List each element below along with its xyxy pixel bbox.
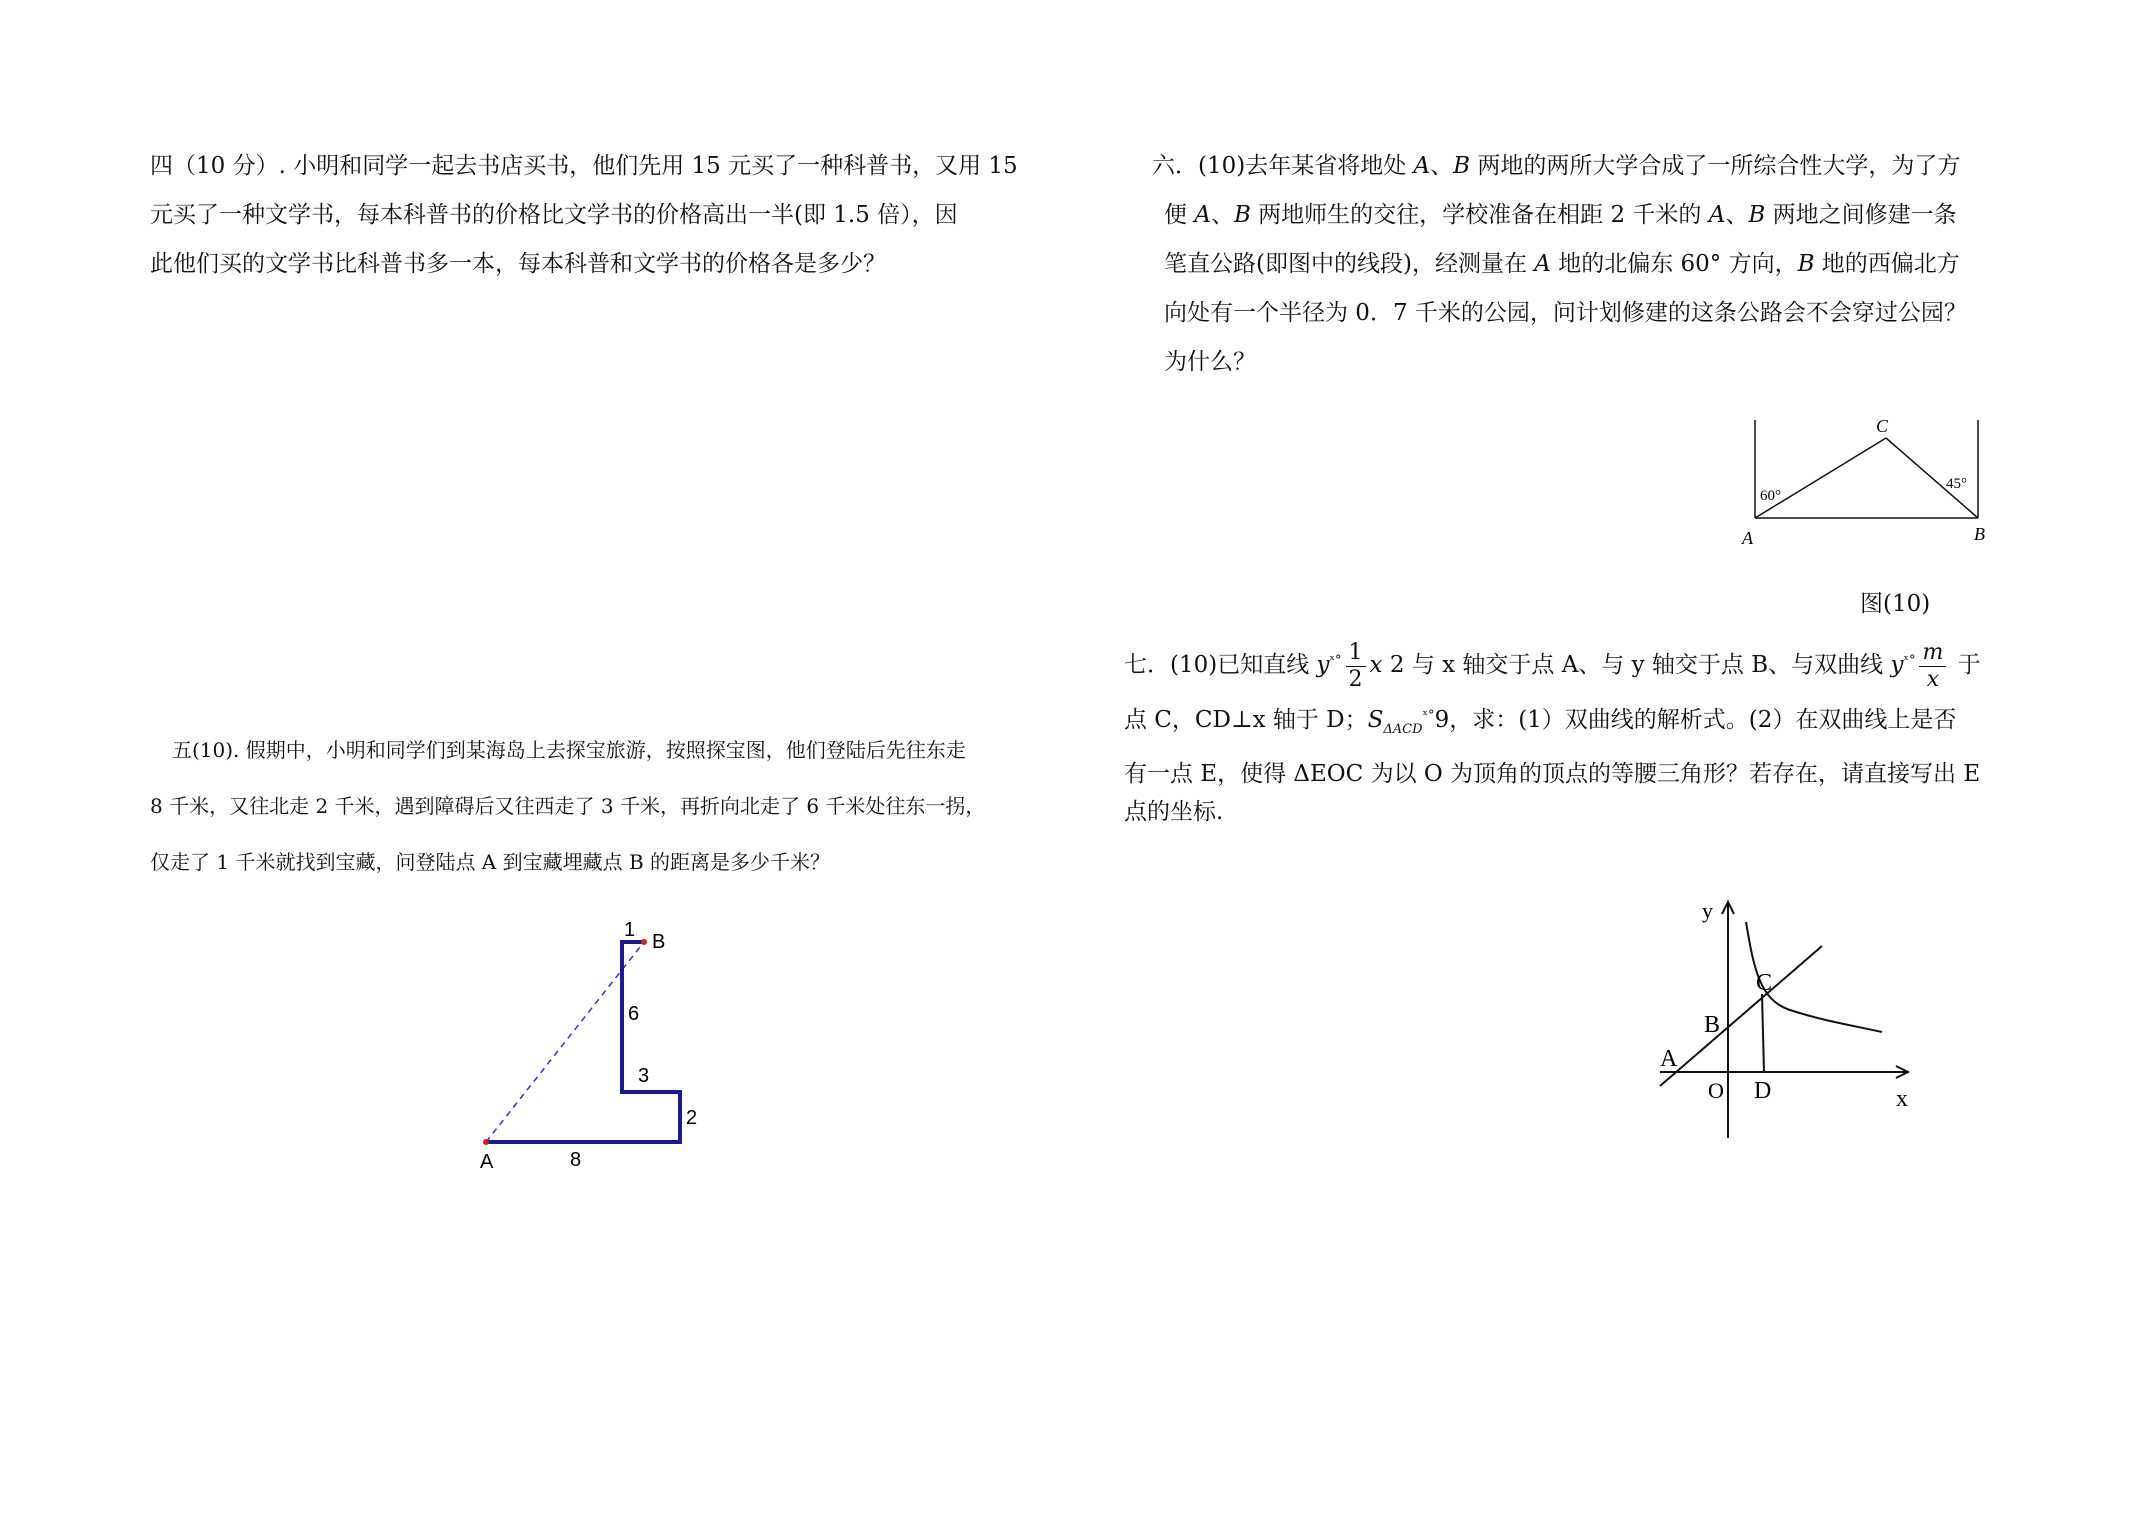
question-4-line: 元买了一种文学书，每本科普书的价格比文学书的价格高出一半(即 1.5 倍），因 xyxy=(150,202,958,228)
question-6-line: 笔直公路(即图中的线段)，经测量在 A 地的北偏东 60° 方向，B 地的西偏北方 xyxy=(1164,251,1960,277)
question-6 xyxy=(1152,142,1967,387)
angle-45: 45° xyxy=(1946,476,1967,492)
line-ab xyxy=(1660,946,1822,1086)
segment-ac xyxy=(1755,438,1886,518)
label-a: A xyxy=(1742,528,1753,548)
segment-label-8: 8 xyxy=(570,1149,582,1171)
label-b: B xyxy=(652,931,666,953)
question-6-line: 便 A、B 两地师生的交往，学校准备在相距 2 千米的 A、B 两地之间修建一条 xyxy=(1164,202,1957,228)
path-line xyxy=(486,942,680,1142)
question-6-line: 为什么？ xyxy=(1164,349,1256,375)
fraction-half: $\frac{1}{2}$ xyxy=(1346,642,1366,691)
question-4-line: 四（10 分）. 小明和同学一起去书店买书，他们先用 15 元买了一种科普书，又用 15 xyxy=(150,153,1018,179)
label-b: B xyxy=(1974,524,1985,544)
label-a: A xyxy=(480,1151,494,1173)
label-y: y xyxy=(1702,898,1713,923)
question-7 xyxy=(1124,636,1981,830)
question-7-line: 点的坐标. xyxy=(1124,798,1224,825)
question-4 xyxy=(150,142,1018,289)
figure-caption: 图(10) xyxy=(1860,591,1931,617)
label-c: C xyxy=(1756,970,1773,996)
question-7-line: 点 C，CD⊥x 轴于 D；$S_{\Delta ACD}^{ˣ^\circ}9$，求：(1）双曲线的解析式。(2）在双曲线上是否 xyxy=(1124,706,1957,737)
segment-label-6: 6 xyxy=(628,1003,640,1025)
hyperbola-figure xyxy=(1650,890,1930,1140)
point-b xyxy=(641,939,647,945)
segment-label-1: 1 xyxy=(624,919,636,941)
fraction-m-over-x: $\frac{m}{x}$ xyxy=(1919,642,1946,691)
question-7-line: 七．(10)已知直线 $y^{ˣ^\circ}$ $\frac{1}{2}$ x 2 与 x 轴交于点 A、与 y 轴交于点 B、与双曲线 $y^{ˣ^\circ}$ $\frac{m}{x}$ 于 xyxy=(1124,639,1981,692)
question-5-line: 8 千米，又往北走 2 千米，遇到障碍后又往西走了 3 千米，再折向北走了 6 千米处往东一拐， xyxy=(150,794,986,818)
label-c: C xyxy=(1876,416,1889,436)
angle-60: 60° xyxy=(1760,488,1781,504)
question-6-line: 向处有一个半径为 0．7 千米的公园，问计划修建的这条公路会不会穿过公园？ xyxy=(1164,300,1967,326)
segment-label-2: 2 xyxy=(686,1107,698,1129)
label-x: x xyxy=(1896,1086,1908,1112)
label-b: B xyxy=(1704,1012,1721,1038)
park-road-figure xyxy=(1730,410,2000,550)
question-6-line: 六．(10)去年某省将地处 A、B 两地的两所大学合成了一所综合性大学，为了方 xyxy=(1152,153,1961,179)
question-5 xyxy=(150,722,985,890)
question-7-line: 有一点 E，使得 ΔEOC 为以 O 为顶角的顶点的等腰三角形？若存在，请直接写出 E xyxy=(1124,760,1981,787)
segment-cd xyxy=(1762,994,1764,1072)
label-o: O xyxy=(1708,1078,1724,1103)
segment-label-3: 3 xyxy=(638,1065,650,1087)
point-a xyxy=(483,1139,489,1145)
question-4-line: 此他们买的文学书比科普书多一本，每本科普和文学书的价格各是多少？ xyxy=(150,251,886,277)
question-5-line: 五(10). 假期中，小明和同学们到某海岛上去探宝旅游，按照探宝图，他们登陆后先往东走 xyxy=(172,738,966,762)
treasure-map-figure xyxy=(460,910,720,1180)
label-a: A xyxy=(1660,1046,1678,1072)
label-d: D xyxy=(1754,1078,1772,1104)
question-5-line: 仅走了 1 千米就找到宝藏，问登陆点 A 到宝藏埋藏点 B 的距离是多少千米？ xyxy=(150,850,831,874)
